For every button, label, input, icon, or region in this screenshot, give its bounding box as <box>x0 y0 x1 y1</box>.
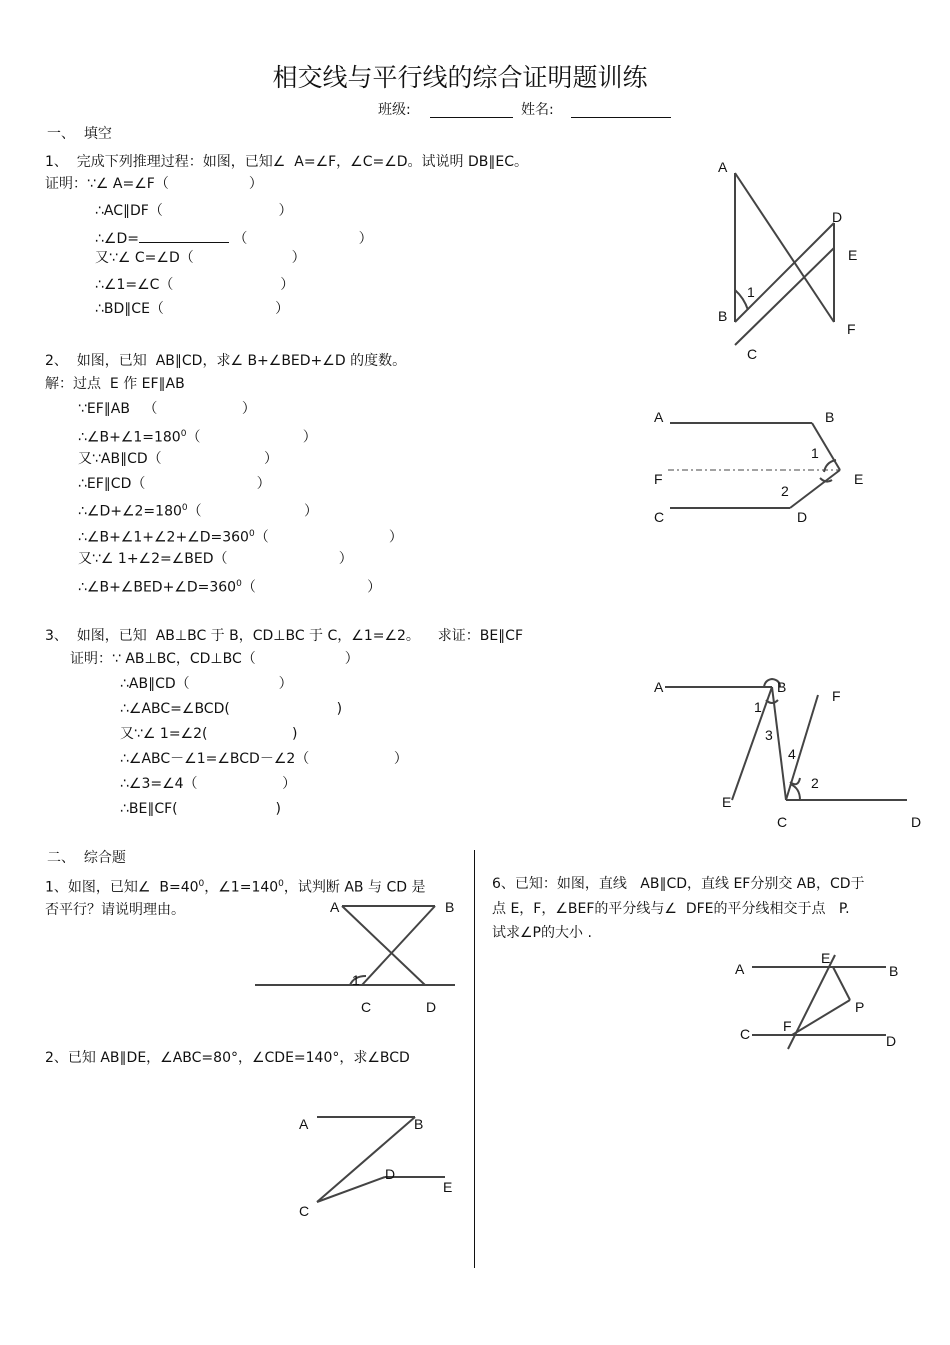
section2-heading: 二、 综合题 <box>47 850 126 866</box>
label-C: C <box>747 346 758 362</box>
q2-line: ∵EF∥AB （ ） <box>78 401 256 417</box>
label-F: F <box>783 1018 792 1034</box>
p6-figure <box>730 945 910 1055</box>
label-1: 1 <box>754 699 762 715</box>
answer-blank[interactable] <box>139 228 229 243</box>
q1-figure <box>700 150 880 370</box>
label-E: E <box>854 471 864 487</box>
label-P: P <box>855 999 865 1015</box>
label-E: E <box>443 1179 453 1195</box>
label-D: D <box>385 1166 396 1182</box>
label-C: C <box>299 1203 310 1219</box>
q2-line: 又∵∠ 1+∠2=∠BED（ ） <box>78 551 353 567</box>
label-A: A <box>654 409 664 425</box>
p6-text: 6、已知：如图，直线 AB∥CD，直线 EF分别交 AB，CD于 <box>492 876 865 892</box>
q2-line: $\therefore\angle B+\angle 1=180^0$（ ） <box>78 429 317 446</box>
label-B: B <box>414 1116 424 1132</box>
label-2: 2 <box>811 775 819 791</box>
label-E: E <box>848 247 858 263</box>
label-D: D <box>426 999 437 1015</box>
label-A: A <box>735 961 745 977</box>
q2-figure <box>640 400 880 540</box>
column-divider <box>474 850 475 1268</box>
q3-line: 又∵∠ 1=∠2( ) <box>120 726 298 742</box>
label-F: F <box>847 321 856 337</box>
q3-line: ∴BE∥CF( ) <box>120 801 282 817</box>
label-E: E <box>821 950 831 966</box>
q1-prompt: 1、 完成下列推理过程：如图，已知∠ A=∠F，∠C=∠D。试说明 DB∥EC。 <box>45 154 529 170</box>
label-4: 4 <box>788 746 796 762</box>
p1-text-2: 否平行？请说明理由。 <box>45 902 185 918</box>
q3-figure <box>640 670 930 840</box>
q3-line: ∴∠ABC－∠1=∠BCD－∠2（ ） <box>120 751 408 767</box>
q3-line: ∴∠3=∠4（ ） <box>120 776 297 792</box>
q1-line: ∴AC∥DF（ ） <box>95 203 293 219</box>
q3-prompt: 3、 如图，已知 AB⊥BC 于 B，CD⊥BC 于 C，∠1=∠2。 求证：BE∥CF <box>45 628 524 644</box>
label-C: C <box>777 814 788 830</box>
name-label: 姓名: <box>521 102 554 118</box>
label-3: 3 <box>765 727 773 743</box>
label-B: B <box>777 679 787 695</box>
q2-line: 又∵AB∥CD（ ） <box>78 451 278 467</box>
label-B: B <box>825 409 835 425</box>
p2-figure <box>290 1100 470 1225</box>
label-D: D <box>797 509 808 525</box>
q1-line: ∴∠1=∠C（ ） <box>95 277 295 293</box>
label-1: 1 <box>747 284 755 300</box>
label-E: E <box>722 794 732 810</box>
label-1: 1 <box>352 972 360 988</box>
label-F: F <box>654 471 663 487</box>
q1-line: ∴∠D= （ ） <box>95 228 373 248</box>
q2-line: $\therefore\angle B+\angle BED+\angle D=360^0$（ ） <box>78 579 382 596</box>
class-label: 班级: <box>378 102 411 118</box>
section1-heading: 一、 填空 <box>47 126 112 142</box>
label-D: D <box>911 814 922 830</box>
q2-line: ∴EF∥CD（ ） <box>78 476 271 492</box>
label-A: A <box>718 159 728 175</box>
q2-prompt: 2、 如图，已知 AB∥CD，求∠ B+∠BED+∠D 的度数。 <box>45 353 407 369</box>
label-A: A <box>299 1116 309 1132</box>
p1-text: 1、如图，已知∠ $B=40^0$，$\angle 1=140^0$，试判断 AB 与 CD 是 <box>45 879 426 896</box>
q1-line: 又∵∠ C=∠D（ ） <box>95 250 306 266</box>
label-B: B <box>889 963 899 979</box>
label-C: C <box>654 509 665 525</box>
p1-figure <box>250 890 465 1020</box>
label-2: 2 <box>781 483 789 499</box>
q2-line: $\therefore\angle B+\angle 1+\angle 2+\angle D=360^0$（ ） <box>78 529 403 546</box>
label-B: B <box>718 308 728 324</box>
label-C: C <box>361 999 372 1015</box>
label-A: A <box>330 899 340 915</box>
q3-line: 证明：∵ AB⊥BC，CD⊥BC（ ） <box>70 651 359 667</box>
q3-line: ∴AB∥CD（ ） <box>120 676 293 692</box>
label-F: F <box>832 688 841 704</box>
q1-line: ∴BD∥CE（ ） <box>95 301 290 317</box>
page-title: 相交线与平行线的综合证明题训练 <box>272 63 648 92</box>
name-blank[interactable] <box>571 117 671 118</box>
label-C: C <box>740 1026 751 1042</box>
p6-text: 点 E，F，∠BEF的平分线与∠ DFE的平分线相交于点 P. <box>492 901 850 917</box>
label-1: 1 <box>811 445 819 461</box>
label-D: D <box>832 209 843 225</box>
p2-text: 2、已知 AB∥DE，∠ABC=80°，∠CDE=140°，求∠BCD <box>45 1050 410 1066</box>
label-D: D <box>886 1033 897 1049</box>
label-A: A <box>654 679 664 695</box>
q1-line: 证明：∵∠ A=∠F（ ） <box>45 176 263 192</box>
q3-line: ∴∠ABC=∠BCD( ) <box>120 701 343 717</box>
class-blank[interactable] <box>430 117 513 118</box>
label-B: B <box>445 899 455 915</box>
q2-solution: 解：过点 E 作 EF∥AB <box>45 376 185 392</box>
p6-text: 试求∠P的大小 . <box>492 925 592 941</box>
q2-line: $\therefore\angle D+\angle 2=180^0$（ ） <box>78 503 318 520</box>
